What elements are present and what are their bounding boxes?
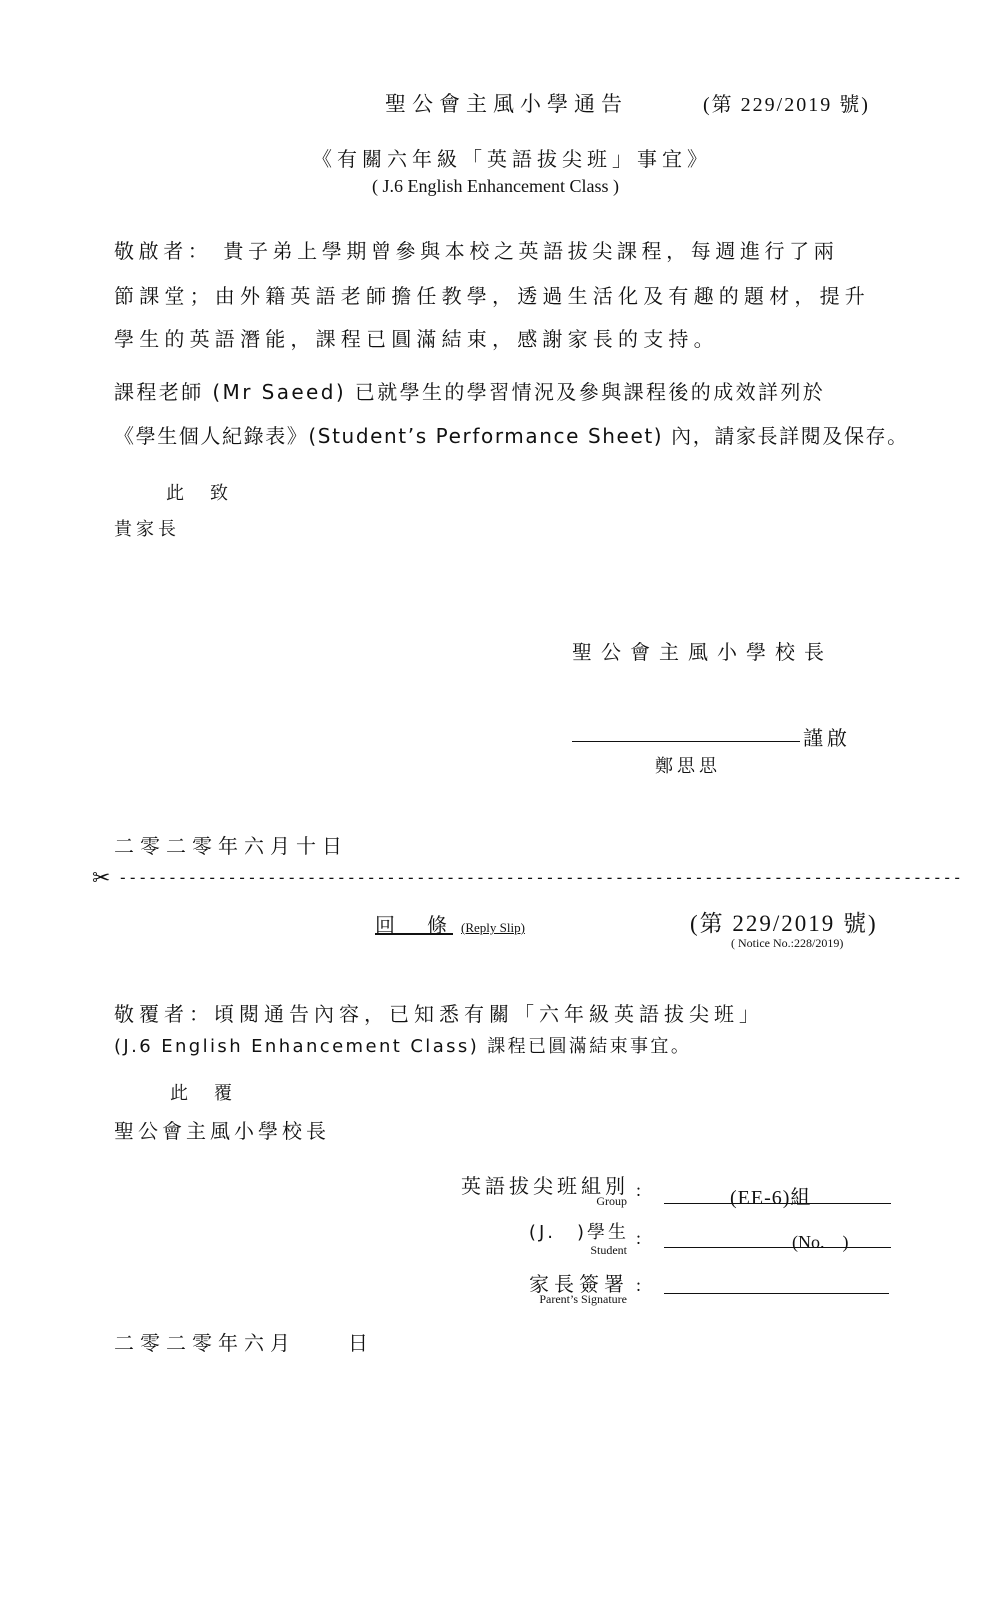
reply-body-line-1: 敬覆者：頃閱通告內容，已知悉有關「六年級英語拔尖班」 <box>114 1002 764 1026</box>
body-line-3: 學生的英語潛能，課程已圓滿結束，感謝家長的支持。 <box>114 327 719 351</box>
group-value[interactable]: (EE-6)組 <box>730 1187 812 1209</box>
reply-slip-title <box>375 909 525 938</box>
signature-respect: 謹啟 <box>803 726 851 750</box>
reply-slip-title-en: (Reply Slip) <box>461 920 525 935</box>
notice-date: 二零二零年六月十日 <box>114 834 348 858</box>
subject-chinese: 《有關六年級「英語拔尖班」事宜》 <box>312 147 712 171</box>
closing-salutation: 此 致 <box>166 483 232 504</box>
reply-body-line-2: (J.6 English Enhancement Class) 課程已圓滿結束事宜。 <box>114 1036 692 1057</box>
student-label-en: Student <box>590 1243 627 1257</box>
signature-name: 鄭思思 <box>655 756 721 777</box>
body-line-1: 敬啟者： 貴子弟上學期曾參與本校之英語拔尖課程，每週進行了兩 <box>114 239 839 263</box>
subject-english: ( J.6 English Enhancement Class ) <box>372 176 619 196</box>
cut-line: ------------------------------------------------------------------------------------- <box>118 868 963 887</box>
reply-date: 二零二零年六月 日 <box>114 1331 374 1355</box>
notice-number: (第 229/2019 號) <box>703 94 870 116</box>
group-colon: : <box>636 1180 642 1200</box>
reply-notice-no-en: ( Notice No.:228/2019) <box>731 936 844 950</box>
parent-signature-label-en: Parent’s Signature <box>539 1292 627 1306</box>
reply-salutation: 此 覆 <box>170 1083 236 1104</box>
body-line-5: 《學生個人紀錄表》(Student’s Performance Sheet) 內，請家長詳閱及保存。 <box>114 424 909 448</box>
reply-slip-title-cn: 回 條 <box>375 913 453 937</box>
parent-signature-colon: : <box>636 1275 642 1295</box>
parent-signature-label: 家長簽署 <box>529 1272 629 1296</box>
student-field-line <box>664 1247 891 1248</box>
student-colon: : <box>636 1228 642 1248</box>
signature-line <box>572 741 800 742</box>
reply-recipient: 聖公會主風小學校長 <box>114 1119 330 1143</box>
closing-recipient: 貴家長 <box>114 519 180 540</box>
scissors-icon: ✂ <box>92 866 111 891</box>
student-label: (J. )學生 <box>528 1222 629 1243</box>
student-number-value[interactable]: (No. ) <box>792 1232 849 1252</box>
signature-office: 聖公會主風小學校長 <box>572 640 833 664</box>
group-field-line <box>664 1203 891 1204</box>
body-line-2: 節課堂；由外籍英語老師擔任教學，透過生活化及有趣的題材，提升 <box>114 284 870 308</box>
group-label: 英語拔尖班組別 <box>461 1174 629 1198</box>
notice-title: 聖公會主風小學通告 <box>385 92 628 116</box>
reply-notice-number: (第 229/2019 號) <box>690 911 878 936</box>
body-line-4: 課程老師 (Mr Saeed) 已就學生的學習情況及參與課程後的成效詳列於 <box>114 380 826 404</box>
parent-signature-field-line[interactable] <box>664 1293 889 1294</box>
group-label-en: Group <box>596 1194 627 1208</box>
